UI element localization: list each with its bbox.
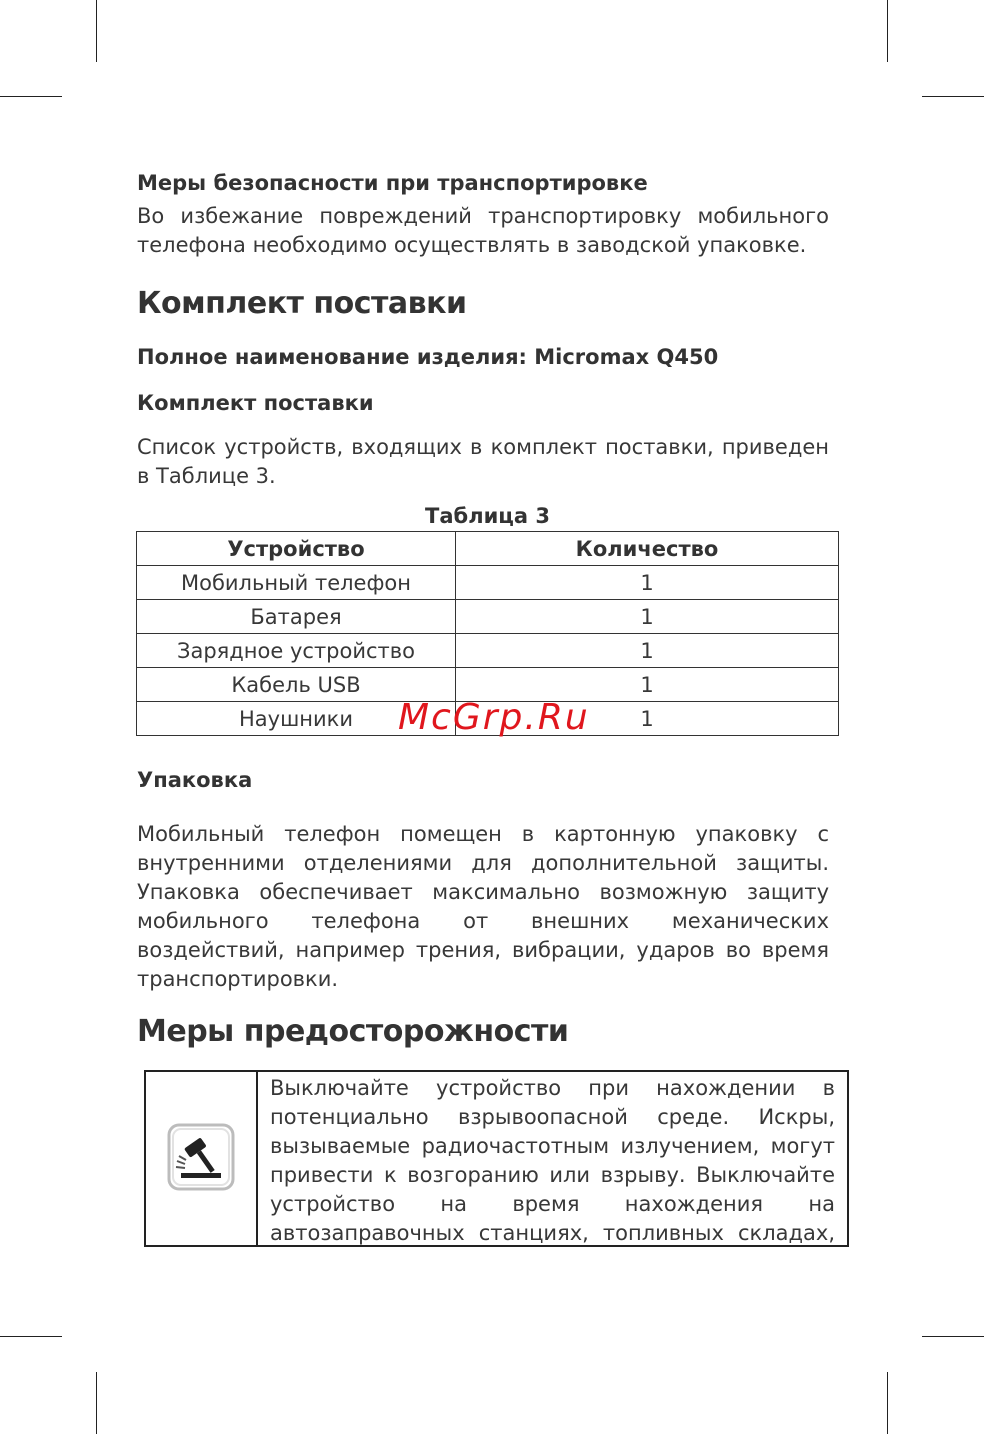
- table-row: [137, 634, 839, 668]
- package-heading: Комплект поставки: [137, 286, 467, 321]
- quantity-cell: 1: [456, 566, 839, 600]
- quantity-cell: 1: [456, 634, 839, 668]
- watermark: McGrp.Ru: [398, 697, 590, 738]
- column-header-quantity: Количество: [456, 532, 839, 566]
- device-cell: Кабель USB: [137, 668, 456, 702]
- crop-mark: [0, 1336, 62, 1337]
- transport-text: Во избежание повреждений транспортировку мобильного телефона необходимо осуществлять в заводской упаковке.: [137, 204, 829, 257]
- device-cell: Зарядное устройство: [137, 634, 456, 668]
- table-caption: Таблица 3: [425, 504, 550, 528]
- package-subheading: Комплект поставки: [137, 391, 374, 415]
- table-row: [137, 566, 839, 600]
- table-header-row: [137, 532, 839, 566]
- packaging-section: [137, 765, 829, 994]
- crop-mark: [96, 0, 97, 62]
- precaution-icon-cell: [146, 1072, 258, 1245]
- crop-mark: [887, 0, 888, 62]
- table-row: [137, 600, 839, 634]
- quantity-cell: 1: [456, 600, 839, 634]
- quantity-cell: 1: [456, 702, 839, 736]
- precaution-box: [144, 1070, 849, 1247]
- page-content: [137, 168, 829, 491]
- column-header-device: Устройство: [137, 532, 456, 566]
- precaution-text: Выключайте устройство при нахождении в потенциально взрывоопасной среде. Искры, вызываемые радиочастотным излучением, могут привести к возгоранию или взрыву. Выключайте устройство на время нахождения на автозаправочных станциях, топливных складах,: [270, 1076, 835, 1245]
- transport-heading: Меры безопасности при транспортировке: [137, 171, 648, 195]
- crop-mark: [922, 96, 984, 97]
- crop-mark: [96, 1372, 97, 1434]
- device-cell: Наушники: [137, 702, 456, 736]
- packaging-heading: Упаковка: [137, 768, 253, 792]
- precautions-heading: Меры предосторожности: [137, 1014, 569, 1049]
- device-cell: Мобильный телефон: [137, 566, 456, 600]
- device-cell: Батарея: [137, 600, 456, 634]
- crop-mark: [0, 96, 62, 97]
- product-name: Полное наименование изделия: Micromax Q450: [137, 345, 719, 369]
- packaging-text: Мобильный телефон помещен в картонную упаковку с внутренними отделениями для дополнительной защиты. Упаковка обеспечивает максимально возможную защиту мобильного телефона от внешних механических воздействий, например трения, вибрации, ударов во время транспортировки.: [137, 822, 829, 991]
- crop-mark: [887, 1372, 888, 1434]
- package-intro: Список устройств, входящих в комплект поставки, приведен в Таблице 3.: [137, 435, 829, 488]
- quantity-cell: 1: [456, 668, 839, 702]
- explosive-environment-icon: [165, 1121, 237, 1197]
- crop-mark: [922, 1336, 984, 1337]
